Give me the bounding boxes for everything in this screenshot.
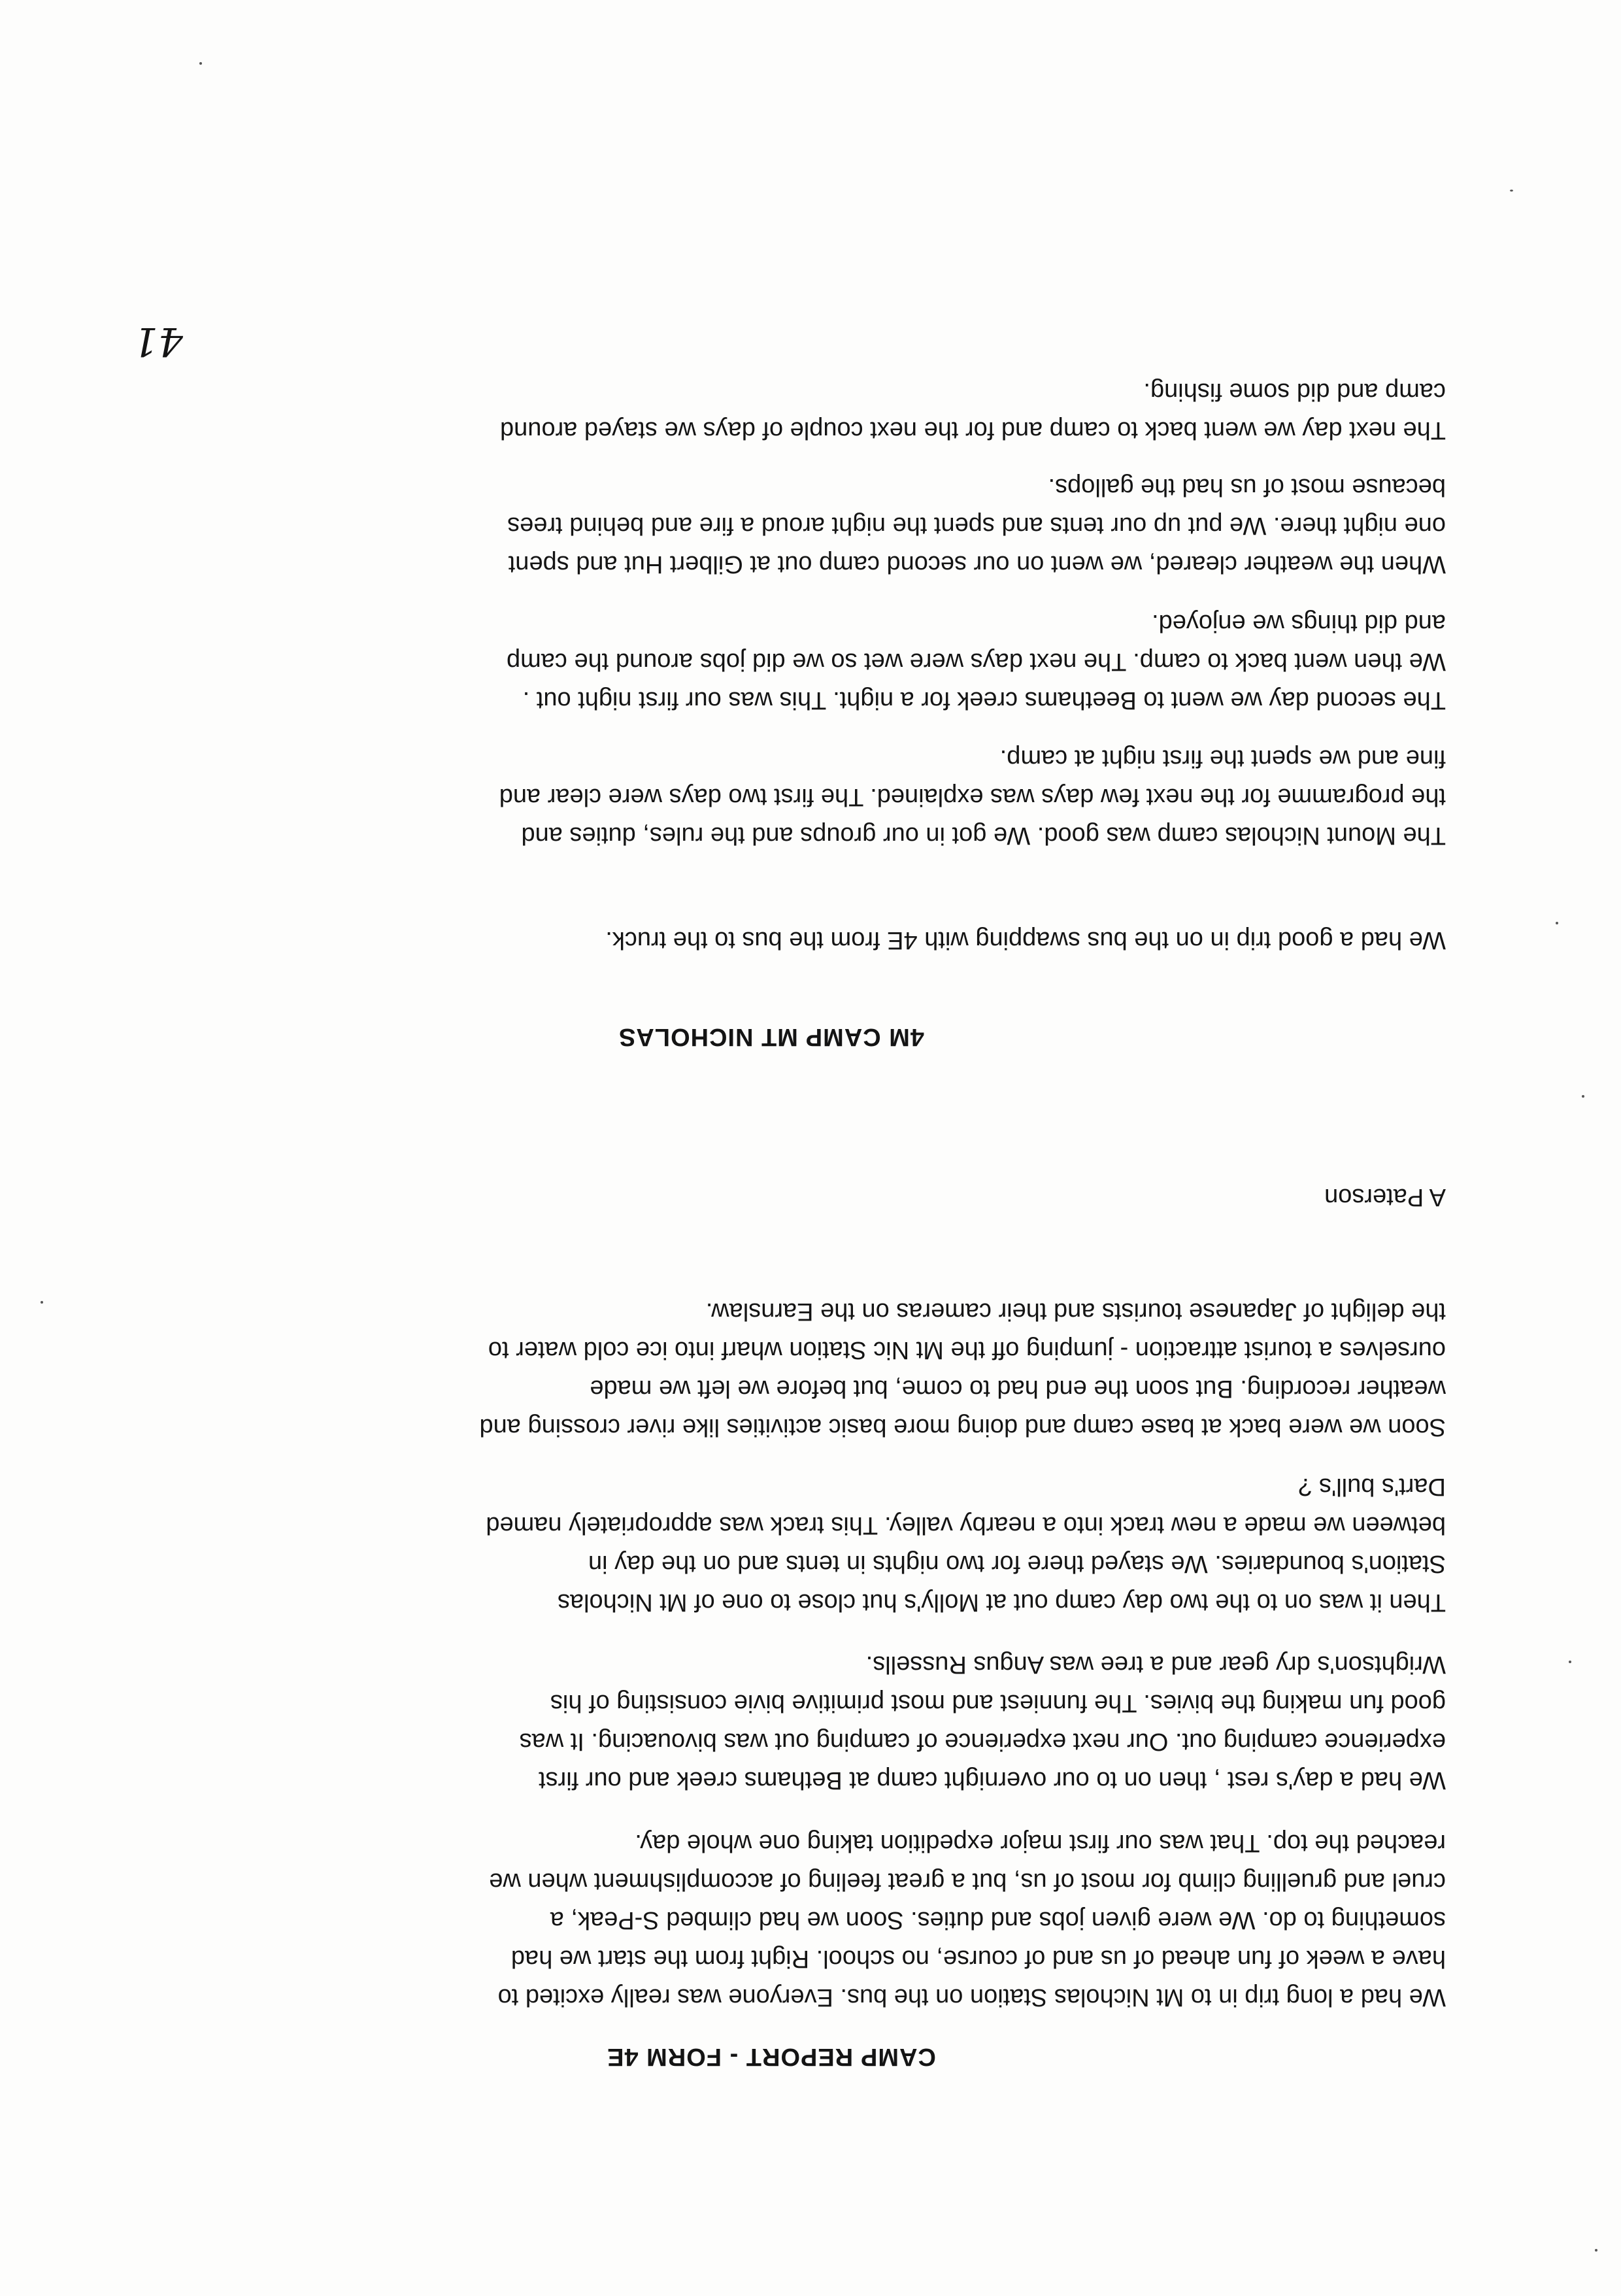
text-line: The Mount Nicholas camp was good. We got in our groups and the rules, duties and	[521, 822, 1446, 849]
report-1-paragraph-4	[479, 1292, 1446, 1446]
report-2-paragraph-2	[499, 739, 1446, 854]
report-2-title: 4M CAMP MT NICHOLAS	[618, 1023, 924, 1051]
text-line: Then it was on to the two day camp out at Molly's hut close to one of Mt Nicholas	[557, 1589, 1446, 1616]
text-line: Station's boundaries. We stayed there for two nights in tents and on the day in	[588, 1550, 1446, 1578]
text-line: have a week of fun ahead of us and of course, no school. Right from the start we had	[510, 1945, 1446, 1972]
report-2-paragraph-3	[507, 603, 1446, 719]
page-number: 41	[133, 318, 183, 364]
text-line: the delight of Japanese tourists and their cameras on the Earnslaw.	[705, 1298, 1446, 1325]
scan-speck	[199, 62, 202, 65]
text-line: something to do. We were given jobs and duties. Soon we had climbed S-Peak, a	[550, 1906, 1446, 1934]
text-line: cruel and gruelling climb for most of us, but a great feeling of accomplishment when we	[489, 1868, 1446, 1895]
report-1-paragraph-1	[489, 1823, 1446, 2016]
text-line: weather recording. But soon the end had to come, but before we left we made	[590, 1375, 1446, 1402]
scan-speck	[1595, 2249, 1597, 2252]
text-line: good fun making the bivies. The funniest and most primitive bivie consisting of his	[550, 1689, 1446, 1717]
text-line: one night there. We put up our tents and spent the night aroud a fire and behind trees	[507, 512, 1446, 539]
text-line: Dart's bull's ?	[1298, 1473, 1446, 1500]
text-line: The next day we went back to camp and for the next couple of days we stayed around	[500, 416, 1446, 444]
scan-speck	[1510, 190, 1513, 192]
text-line: fine and we spent the first night at camp.	[999, 745, 1446, 772]
report-1-paragraph-3	[486, 1467, 1446, 1621]
text-line: We then went back to camp. The next days were wet so we did jobs around the camp	[506, 648, 1446, 675]
text-line: Soon we were back at base camp and doing more basic activities like river crossing and	[479, 1413, 1446, 1441]
scan-speck	[41, 1301, 43, 1304]
text-line: We had a day's rest , then on to our overnight camp at Bethams creek and our first	[539, 1766, 1446, 1794]
text-line: ourselves a tourist attraction - jumping off the Mt Nic Station wharf into ice cold water to	[488, 1336, 1446, 1364]
text-line: The second day we went to Beethams creek for a night. This was our first night out .	[522, 686, 1446, 714]
text-line: We had a long trip in to Mt Nicholas Station on the bus. Everyone was really excited to	[497, 1984, 1446, 2011]
text-line: Wrightson's dry gear and a tree was Angus Russells.	[865, 1651, 1446, 1678]
report-1-paragraph-2	[520, 1645, 1446, 1799]
report-1-author: A Paterson	[1324, 1183, 1446, 1211]
scan-speck	[1582, 1095, 1584, 1098]
report-2-paragraph-1	[605, 920, 1446, 959]
text-line: We had a good trip in on the bus swapping with 4E from the bus to the truck.	[605, 926, 1446, 954]
scan-speck	[1569, 1661, 1571, 1663]
report-2-paragraph-4	[507, 467, 1446, 583]
text-line: camp and did some fishing.	[1143, 378, 1446, 405]
text-line: between we made a new track into a nearby valley. This track was appropriately named	[486, 1511, 1446, 1539]
text-line: the programme for the next few days was explained. The first two days were clear and	[499, 783, 1446, 811]
text-line: because most of us had the gallops.	[1048, 473, 1446, 501]
text-line: When the weather cleared, we went on our second camp out at Gilbert Hut and spent	[508, 550, 1446, 578]
text-line: and did things we enjoyed.	[1152, 609, 1446, 637]
text-line: reached the top. That was our first major expedition taking one whole day.	[635, 1829, 1446, 1857]
text-line: experience camping out. Our next experience of camping out was bivouacing. It was	[519, 1728, 1446, 1755]
scan-speck	[1556, 922, 1558, 924]
report-2-paragraph-5	[500, 372, 1446, 449]
report-1-title: CAMP REPORT - FORM 4E	[607, 2043, 936, 2070]
